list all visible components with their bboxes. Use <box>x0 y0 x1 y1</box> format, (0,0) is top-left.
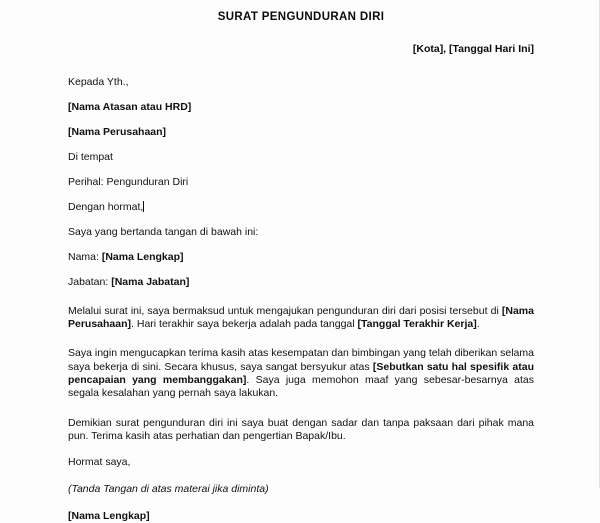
paragraph-closing-statement: Demikian surat pengunduran diri ini saya buat dengan sadar dan tanpa paksaan dari pihak mana pun. Terima kasih atas perhatian dan pengertian Bapak/Ibu. <box>68 417 534 443</box>
identity-position-value: [Nama Jabatan] <box>111 276 190 288</box>
recipient-company: [Nama Perusahaan] <box>68 126 167 138</box>
identity-position-row <box>68 264 534 289</box>
paragraph-gratitude <box>68 331 534 400</box>
signature-name: [Nama Lengkap] <box>68 509 150 522</box>
identity-name-value: [Nama Lengkap] <box>101 251 184 263</box>
identity-name-label: Nama: <box>68 251 102 263</box>
paragraph-1-part-2: . Hari terakhir saya bekerja adalah pada tanggal <box>131 318 358 331</box>
paragraph-1-part-1: Melalui surat ini, saya bermaksud untuk mengajukan pengunduran diri dari posisi tersebut di <box>68 305 502 317</box>
page-title: SURAT PENGUNDURAN DIRI <box>217 11 385 23</box>
document-body <box>68 0 534 523</box>
recipient-salutation: Kepada Yth., <box>68 76 129 88</box>
recipient-place: Di tempat <box>68 151 113 163</box>
paragraph-2-achievement-placeholder: [Sebutkan satu hal spesifik atau pencapaian yang membanggakan] <box>68 360 534 386</box>
text-cursor-caret <box>143 201 144 212</box>
paragraph-resignation-notice <box>68 289 534 331</box>
date-location-line: [Kota], [Tanggal Hari Ini] <box>412 43 534 55</box>
paragraph-1-last-day-placeholder: [Tanggal Terakhir Kerja] <box>357 318 477 331</box>
identity-position-label: Jabatan: <box>68 276 112 288</box>
paragraph-1-company-placeholder: [Nama Perusahaan] <box>68 305 534 331</box>
greeting-line <box>68 189 534 214</box>
signature-note: (Tanda Tangan di atas materai jika diminta) <box>68 482 269 495</box>
recipient-addressee: [Nama Atasan atau HRD] <box>68 101 192 113</box>
paragraph-1-part-3: . <box>476 318 480 331</box>
identity-name-row <box>68 239 534 264</box>
paragraph-2-part-1: Saya ingin mengucapkan terima kasih atas kesempatan dan bimbingan yang telah diberikan selama saya bekerja di sini. Secara khusus, saya sangat bersyukur atas <box>68 347 534 373</box>
closing-salutation: Hormat saya, <box>68 455 131 468</box>
greeting-text: Dengan hormat, <box>68 201 144 213</box>
paragraph-2-part-2: . Saya juga memohon maaf yang sebesar-besarnya atas segala kesalahan yang pernah saya lakukan. <box>68 373 534 400</box>
intro-line: Saya yang bertanda tangan di bawah ini: <box>68 226 259 238</box>
subject-line: Perihal: Pengunduran Diri <box>68 176 189 188</box>
